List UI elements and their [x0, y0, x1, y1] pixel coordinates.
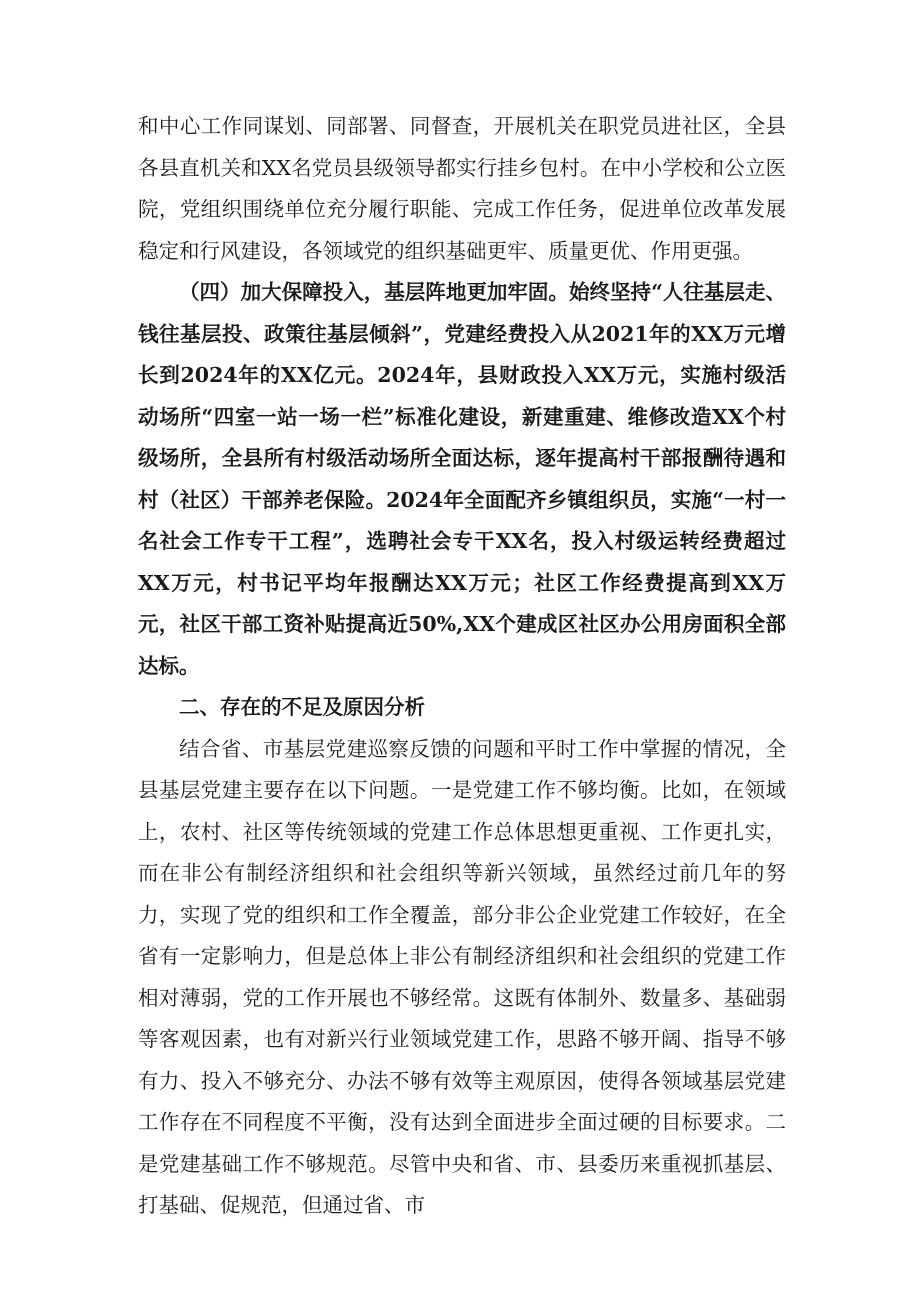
- paragraph-problems: 结合省、市基层党建巡察反馈的问题和平时工作中掌握的情况，全县基层党建主要存在以下问题。一是党建工作不够均衡。比如，在领域上，农村、社区等传统领域的党建工作总体思想更重视、工作更扎实，而在非公有制经济组织和社会组织等新兴领域，虽然经过前几年的努力，实现了党的组织和工作全覆盖，部分非公企业党建工作较好，在全省有一定影响力，但是总体上非公有制经济组织和社会组织的党建工作相对薄弱，党的工作开展也不够经常。这既有体制外、数量多、基础弱等客观因素，也有对新兴行业领域党建工作，思路不够开阔、指导不够有力、投入不够充分、办法不够有效等主观原因，使得各领域基层党建工作存在不同程度不平衡，没有达到全面进步全面过硬的目标要求。二是党建基础工作不够规范。尽管中央和省、市、县委历来重视抓基层、打基础、促规范，但通过省、市: [138, 736, 786, 1217]
- document-page: [138, 106, 786, 1227]
- paragraph-section-four: [138, 272, 786, 687]
- paragraph-continued: 和中心工作同谋划、同部署、同督查，开展机关在职党员进社区，全县各县直机关和XX名党员县级领导都实行挂乡包村。在中小学校和公立医院，党组织围绕单位充分履行职能、完成工作任务，促进单位改革发展稳定和行风建设，各领域党的组织基础更牢、质量更优、作用更强。: [138, 114, 786, 263]
- section-four-body: 始终坚持“人往基层走、钱往基层投、政策往基层倾斜”，党建经费投入从2021年的XX万元增长到2024年的XX亿元。2024年，县财政投入XX万元，实施村级活动场所“四室一站一场一栏”标准化建设，新建重建、维修改造XX个村级场所，全县所有村级活动场所全面达标，逐年提高村干部报酬待遇和村（社区）干部养老保险。2024年全面配齐乡镇组织员，实施“一村一名社会工作专干工程”，选聘社会专干XX名，投入村级运转经费超过XX万元，村书记平均年报酬达XX万元；社区工作经费提高到XX万元，社区干部工资补贴提高近50%,XX个建成区社区办公用房面积全部达标。: [138, 280, 787, 678]
- section-four-heading: （四）加大保障投入，基层阵地更加牢固。: [179, 280, 569, 304]
- section-two-heading: 二、存在的不足及原因分析: [179, 695, 425, 719]
